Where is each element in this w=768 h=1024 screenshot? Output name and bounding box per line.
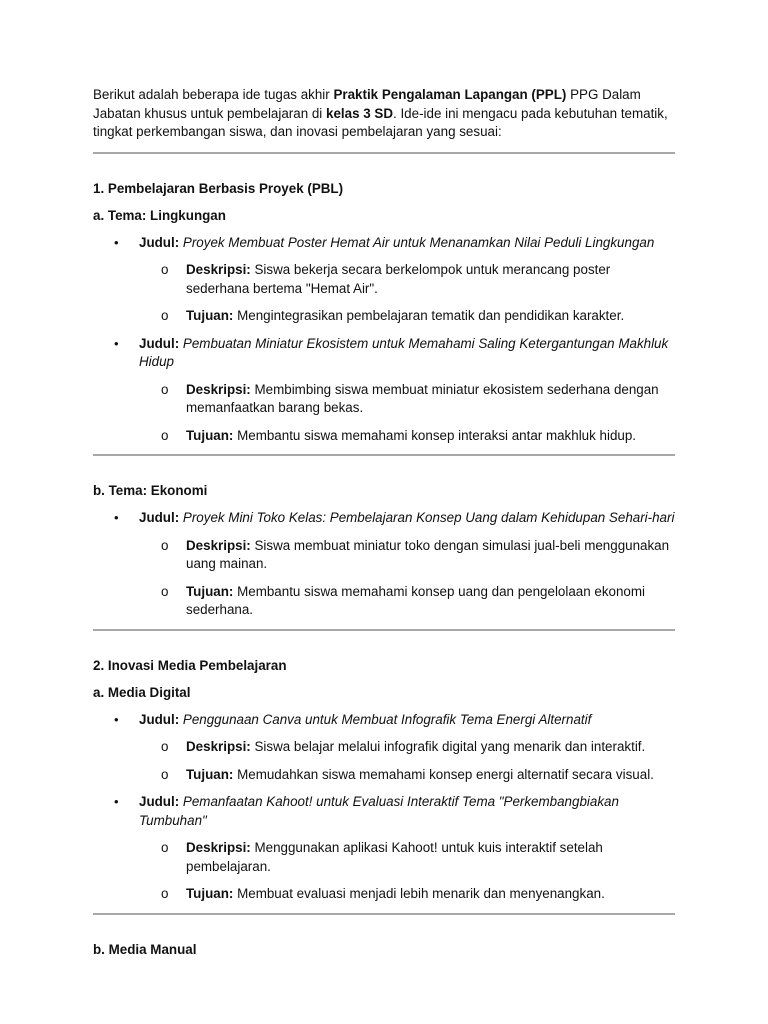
- sub-list-item: [93, 583, 675, 620]
- document-body: [93, 86, 675, 959]
- sub-bullet-icon: o: [161, 381, 169, 397]
- sub-list-item: [93, 839, 675, 876]
- intro-text: . Ide-ide ini mengacu pada kebutuhan tematik, tingkat perkembangan siswa, dan inovasi pembelajaran yang sesuai:: [93, 105, 668, 139]
- tujuan-label: Tujuan:: [186, 766, 234, 782]
- sub-list-item: [93, 885, 675, 904]
- sub-list-item: [93, 381, 675, 418]
- list-item: [93, 711, 675, 730]
- sub-bullet-icon: o: [161, 886, 169, 901]
- bullet-icon: •: [114, 234, 119, 250]
- judul-text: Penggunaan Canva untuk Membuat Infografik Tema Energi Alternatif: [182, 711, 592, 727]
- deskripsi-text: Membimbing siswa membuat miniatur ekosistem sederhana dengan memanfaatkan barang bekas.: [186, 381, 659, 415]
- bullet-icon: •: [114, 711, 119, 727]
- subsection-heading: a. Media Digital: [93, 684, 191, 700]
- judul-text: Proyek Mini Toko Kelas: Pembelajaran Konsep Uang dalam Kehidupan Sehari-hari: [182, 510, 675, 525]
- horizontal-rule: [93, 913, 675, 915]
- deskripsi-label: Deskripsi:: [186, 381, 251, 397]
- tujuan-label: Tujuan:: [186, 583, 234, 599]
- sub-bullet-icon: o: [161, 840, 169, 855]
- sub-list-item: [93, 738, 675, 757]
- sub-list-item: [93, 427, 675, 446]
- judul-text: Pemanfaatan Kahoot! untuk Evaluasi Interaktif Tema "Perkembangbiakan Tumbuhan": [139, 794, 619, 828]
- horizontal-rule: [93, 629, 675, 631]
- sub-list-item: [93, 261, 675, 298]
- deskripsi-label: Deskripsi:: [186, 840, 251, 855]
- tujuan-label: Tujuan:: [186, 427, 234, 443]
- sub-bullet-icon: o: [161, 262, 169, 277]
- sub-bullet-icon: o: [161, 537, 169, 553]
- sub-bullet-icon: o: [161, 308, 169, 323]
- tujuan-label: Tujuan:: [186, 886, 234, 901]
- intro-bold-class: kelas 3 SD: [326, 105, 394, 121]
- judul-text: Proyek Membuat Poster Hemat Air untuk Menanamkan Nilai Peduli Lingkungan: [182, 234, 655, 250]
- bullet-icon: •: [114, 335, 119, 351]
- deskripsi-text: Menggunakan aplikasi Kahoot! untuk kuis interaktif setelah pembelajaran.: [186, 840, 603, 874]
- tujuan-text: Membantu siswa memahami konsep uang dan pengelolaan ekonomi sederhana.: [186, 583, 646, 617]
- intro-text: PPG Dalam Jabatan khusus untuk pembelajaran di: [93, 87, 641, 121]
- list-item: [93, 509, 675, 528]
- sub-bullet-icon: o: [161, 583, 169, 599]
- intro-paragraph: [93, 86, 675, 142]
- sub-bullet-icon: o: [161, 766, 169, 782]
- sub-list-item: [93, 307, 675, 326]
- sub-bullet-icon: o: [161, 739, 169, 754]
- tujuan-text: Memudahkan siswa memahami konsep energi alternatif secara visual.: [237, 766, 654, 782]
- horizontal-rule: [93, 454, 675, 456]
- judul-text: Pembuatan Miniatur Ekosistem untuk Memahami Saling Ketergantungan Makhluk Hidup: [139, 335, 669, 369]
- list-item: [93, 335, 675, 372]
- deskripsi-label: Deskripsi:: [186, 537, 251, 553]
- section-heading: 1. Pembelajaran Berbasis Proyek (PBL): [93, 180, 344, 196]
- deskripsi-label: Deskripsi:: [186, 262, 251, 277]
- subsection-heading: a. Tema: Lingkungan: [93, 207, 226, 223]
- intro-bold-ppl: Praktik Pengalaman Lapangan (PPL): [333, 87, 567, 102]
- sub-list-item: [93, 537, 675, 574]
- subsection-heading: b. Media Manual: [93, 941, 197, 957]
- horizontal-rule: [93, 152, 675, 154]
- sub-bullet-icon: o: [161, 427, 169, 443]
- deskripsi-text: Siswa belajar melalui infografik digital yang menarik dan interaktif.: [254, 739, 646, 754]
- judul-label: Judul:: [139, 234, 180, 250]
- section-heading: 2. Inovasi Media Pembelajaran: [93, 657, 287, 673]
- bullet-icon: •: [114, 510, 119, 525]
- subsection-heading: b. Tema: Ekonomi: [93, 483, 208, 498]
- judul-label: Judul:: [139, 335, 180, 351]
- deskripsi-text: Siswa bekerja secara berkelompok untuk merancang poster sederhana bertema "Hemat Air".: [186, 262, 611, 296]
- bullet-icon: •: [114, 794, 119, 809]
- deskripsi-text: Siswa membuat miniatur toko dengan simulasi jual-beli menggunakan uang mainan.: [186, 537, 670, 571]
- tujuan-text: Membuat evaluasi menjadi lebih menarik dan menyenangkan.: [237, 886, 605, 901]
- tujuan-text: Membantu siswa memahami konsep interaksi antar makhluk hidup.: [237, 427, 637, 443]
- tujuan-text: Mengintegrasikan pembelajaran tematik dan pendidikan karakter.: [237, 308, 625, 323]
- judul-label: Judul:: [139, 794, 180, 809]
- judul-label: Judul:: [139, 510, 180, 525]
- sub-list-item: [93, 766, 675, 785]
- tujuan-label: Tujuan:: [186, 308, 234, 323]
- list-item: [93, 793, 675, 830]
- intro-text: Berikut adalah beberapa ide tugas akhir: [93, 87, 334, 102]
- deskripsi-label: Deskripsi:: [186, 739, 251, 754]
- judul-label: Judul:: [139, 711, 180, 727]
- list-item: [93, 234, 675, 253]
